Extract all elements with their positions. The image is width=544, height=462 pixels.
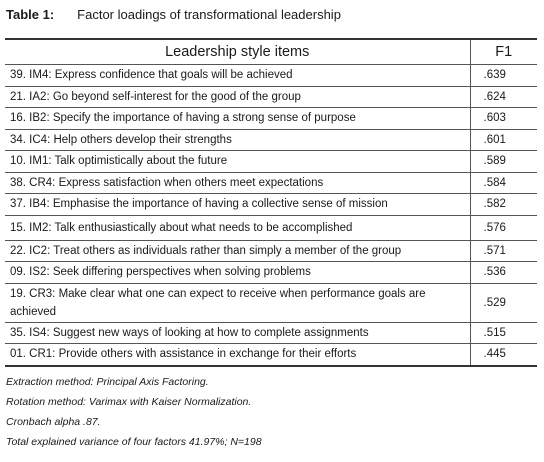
loading-cell: .584 — [470, 172, 537, 194]
item-cell: 15. IM2: Talk enthusiastically about what needs to be accomplished — [5, 215, 470, 240]
item-cell: 19. CR3: Make clear what one can expect to receive when performance goals are achieved — [5, 283, 470, 322]
loading-cell: .589 — [470, 151, 537, 173]
item-cell: 34. IC4: Help others develop their strengths — [5, 129, 470, 151]
note-rotation-method: Rotation method: Varimax with Kaiser Normalization. — [6, 396, 252, 408]
loading-cell: .515 — [470, 322, 537, 344]
loading-cell: .624 — [470, 86, 537, 108]
note-extraction-method: Extraction method: Principal Axis Factoring. — [6, 376, 209, 388]
loading-cell: .576 — [470, 215, 537, 240]
item-cell: 39. IM4: Express confidence that goals will be achieved — [5, 65, 470, 87]
loading-cell: .639 — [470, 65, 537, 87]
table-row — [5, 283, 537, 322]
loading-cell: .445 — [470, 344, 537, 366]
item-cell: 35. IS4: Suggest new ways of looking at how to complete assignments — [5, 322, 470, 344]
table-row — [5, 86, 537, 108]
loading-cell: .536 — [470, 262, 537, 284]
table-row — [5, 262, 537, 284]
note-explained-variance: Total explained variance of four factors 41.97%; N=198 — [6, 436, 262, 448]
table-row — [5, 194, 537, 216]
table-notes — [6, 375, 262, 455]
item-cell: 09. IS2: Seek differing perspectives when solving problems — [5, 262, 470, 284]
table-row — [5, 215, 537, 240]
factor-loadings-table — [5, 38, 537, 367]
table-row — [5, 322, 537, 344]
table-caption — [6, 7, 341, 22]
loading-cell: .571 — [470, 240, 537, 262]
column-header-f1: F1 — [470, 39, 537, 65]
table-row — [5, 108, 537, 130]
table-row — [5, 240, 537, 262]
item-cell: 37. IB4: Emphasise the importance of having a collective sense of mission — [5, 194, 470, 216]
loading-cell: .603 — [470, 108, 537, 130]
table-row — [5, 65, 537, 87]
item-cell: 10. IM1: Talk optimistically about the future — [5, 151, 470, 173]
loading-cell: .601 — [470, 129, 537, 151]
column-header-items: Leadership style items — [5, 39, 470, 65]
item-cell: 38. CR4: Express satisfaction when others meet expectations — [5, 172, 470, 194]
loading-cell: .582 — [470, 194, 537, 216]
table-row — [5, 129, 537, 151]
item-cell: 01. CR1: Provide others with assistance in exchange for their efforts — [5, 344, 470, 366]
table-row — [5, 344, 537, 366]
table-header-row — [5, 39, 537, 65]
table-title: Factor loadings of transformational leadership — [77, 7, 341, 22]
item-cell: 22. IC2: Treat others as individuals rather than simply a member of the group — [5, 240, 470, 262]
table-number: Table 1: — [6, 7, 55, 22]
table-row — [5, 172, 537, 194]
loading-cell: .529 — [470, 283, 537, 322]
item-cell: 16. IB2: Specify the importance of having a strong sense of purpose — [5, 108, 470, 130]
table-row — [5, 151, 537, 173]
note-cronbach-alpha: Cronbach alpha .87. — [6, 416, 101, 428]
item-cell: 21. IA2: Go beyond self-interest for the good of the group — [5, 86, 470, 108]
